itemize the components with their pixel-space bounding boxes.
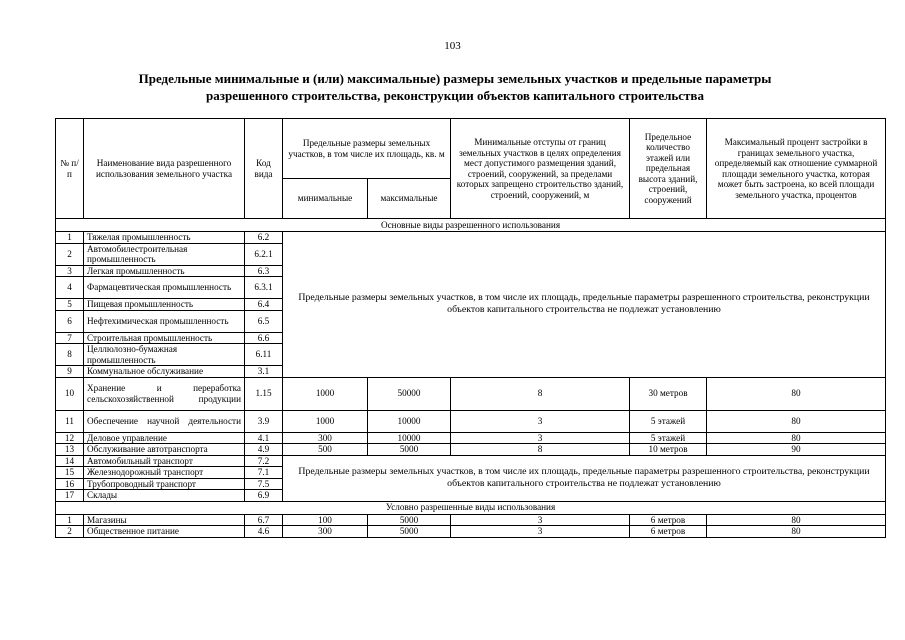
use-code: 6.6	[245, 332, 283, 344]
table-row	[56, 410, 886, 432]
table-row	[56, 232, 886, 244]
document-title	[60, 70, 850, 104]
min-size: 500	[283, 444, 368, 456]
table-row	[56, 526, 886, 538]
max-floors: 5 этажей	[630, 410, 707, 432]
max-size: 5000	[368, 444, 451, 456]
header-number: № п/п	[56, 119, 84, 219]
row-number: 9	[56, 366, 84, 378]
use-code: 7.1	[245, 467, 283, 479]
use-name: Железнодорожный транспорт	[84, 467, 245, 479]
use-name: Обеспечение научной деятельности	[84, 410, 245, 432]
row-number: 3	[56, 265, 84, 277]
max-size: 5000	[368, 514, 451, 526]
table-row	[56, 444, 886, 456]
use-code: 3.1	[245, 366, 283, 378]
document-title-line-1: Предельные минимальные и (или) максимальные) размеры земельных участков и предельные параметры	[138, 71, 772, 86]
use-code: 6.2.1	[245, 243, 283, 265]
min-size: 1000	[283, 410, 368, 432]
use-code: 6.7	[245, 514, 283, 526]
use-code: 4.1	[245, 432, 283, 444]
not-established-note: Предельные размеры земельных участков, в том числе их площадь, предельные параметры разрешенного строительства, реконструкции объектов капитального строительства не подлежат установлению	[283, 232, 886, 378]
min-setback: 8	[451, 444, 630, 456]
use-code: 6.3.1	[245, 277, 283, 299]
min-setback: 3	[451, 410, 630, 432]
table-row	[56, 432, 886, 444]
use-code: 3.9	[245, 410, 283, 432]
row-number: 17	[56, 490, 84, 502]
row-number: 8	[56, 344, 84, 366]
use-name: Коммунальное обслуживание	[84, 366, 245, 378]
use-code: 6.5	[245, 310, 283, 332]
max-size: 5000	[368, 526, 451, 538]
use-name: Хранение и переработка сельскохозяйственной продукции	[84, 377, 245, 410]
use-code: 7.2	[245, 455, 283, 467]
row-number: 16	[56, 478, 84, 490]
land-parameters-table	[55, 118, 886, 538]
row-number: 2	[56, 243, 84, 265]
use-code: 4.9	[245, 444, 283, 456]
header-coverage: Максимальный процент застройки в границах земельного участка, определяемый как отношение суммарной площади земельного участка, которая может быть застроена, ко всей площади земельного участка, процентов	[707, 119, 886, 219]
header-code: Код вида	[245, 119, 283, 219]
min-size: 300	[283, 432, 368, 444]
use-code: 6.3	[245, 265, 283, 277]
use-name: Обслуживание автотранспорта	[84, 444, 245, 456]
use-name: Строительная промышленность	[84, 332, 245, 344]
min-setback: 3	[451, 514, 630, 526]
header-floors: Предельное количество этажей или предельная высота зданий, строений, сооружений	[630, 119, 707, 219]
row-number: 5	[56, 299, 84, 311]
row-number: 4	[56, 277, 84, 299]
header-min: минимальные	[283, 179, 368, 219]
min-size: 100	[283, 514, 368, 526]
row-number: 2	[56, 526, 84, 538]
max-coverage: 90	[707, 444, 886, 456]
max-coverage: 80	[707, 410, 886, 432]
table-row	[56, 514, 886, 526]
page-number: 103	[444, 40, 461, 52]
use-name: Автомобилестроительная промышленность	[84, 243, 245, 265]
use-code: 1.15	[245, 377, 283, 410]
min-setback: 3	[451, 432, 630, 444]
row-number: 13	[56, 444, 84, 456]
use-name: Склады	[84, 490, 245, 502]
section-conditional-uses	[56, 501, 886, 514]
use-name: Пищевая промышленность	[84, 299, 245, 311]
max-size: 10000	[368, 410, 451, 432]
header-name: Наименование вида разрешенного использования земельного участка	[84, 119, 245, 219]
use-name: Целлюлозно-бумажная промышленность	[84, 344, 245, 366]
max-coverage: 80	[707, 526, 886, 538]
header-max: максимальные	[368, 179, 451, 219]
max-size: 10000	[368, 432, 451, 444]
row-number: 6	[56, 310, 84, 332]
max-coverage: 80	[707, 514, 886, 526]
use-code: 4.6	[245, 526, 283, 538]
min-setback: 3	[451, 526, 630, 538]
min-size: 300	[283, 526, 368, 538]
use-name: Автомобильный транспорт	[84, 455, 245, 467]
section-main-uses-label: Основные виды разрешенного использования	[56, 219, 886, 232]
use-name: Легкая промышленность	[84, 265, 245, 277]
header-sizes: Предельные размеры земельных участков, в том числе их площадь, кв. м	[283, 119, 451, 179]
use-name: Магазины	[84, 514, 245, 526]
use-code: 6.11	[245, 344, 283, 366]
max-floors: 10 метров	[630, 444, 707, 456]
max-floors: 30 метров	[630, 377, 707, 410]
use-name: Трубопроводный транспорт	[84, 478, 245, 490]
table-row	[56, 377, 886, 410]
row-number: 1	[56, 232, 84, 244]
use-code: 6.4	[245, 299, 283, 311]
max-floors: 6 метров	[630, 526, 707, 538]
section-conditional-uses-label: Условно разрешенные виды использования	[56, 501, 886, 514]
row-number: 14	[56, 455, 84, 467]
use-code: 6.9	[245, 490, 283, 502]
document-title-line-2: разрешенного строительства, реконструкции объектов капитального строительства	[206, 88, 704, 103]
row-number: 15	[56, 467, 84, 479]
use-name: Тяжелая промышленность	[84, 232, 245, 244]
use-name: Общественное питание	[84, 526, 245, 538]
max-size: 50000	[368, 377, 451, 410]
use-code: 6.2	[245, 232, 283, 244]
max-coverage: 80	[707, 377, 886, 410]
row-number: 7	[56, 332, 84, 344]
use-name: Нефтехимическая промышленность	[84, 310, 245, 332]
row-number: 12	[56, 432, 84, 444]
use-code: 7.5	[245, 478, 283, 490]
use-name: Фармацевтическая промышленность	[84, 277, 245, 299]
not-established-note: Предельные размеры земельных участков, в том числе их площадь, предельные параметры разрешенного строительства, реконструкции объектов капитального строительства не подлежат установлению	[283, 455, 886, 501]
max-floors: 5 этажей	[630, 432, 707, 444]
row-number: 11	[56, 410, 84, 432]
max-coverage: 80	[707, 432, 886, 444]
max-floors: 6 метров	[630, 514, 707, 526]
header-setback: Минимальные отступы от границ земельных участков в целях определения мест допустимого размещения зданий, строений, сооружений, за пределами которых запрещено строительство зданий, строений, сооружений, м	[451, 119, 630, 219]
row-number: 1	[56, 514, 84, 526]
table-row	[56, 455, 886, 467]
use-name: Деловое управление	[84, 432, 245, 444]
min-setback: 8	[451, 377, 630, 410]
section-main-uses	[56, 219, 886, 232]
min-size: 1000	[283, 377, 368, 410]
row-number: 10	[56, 377, 84, 410]
